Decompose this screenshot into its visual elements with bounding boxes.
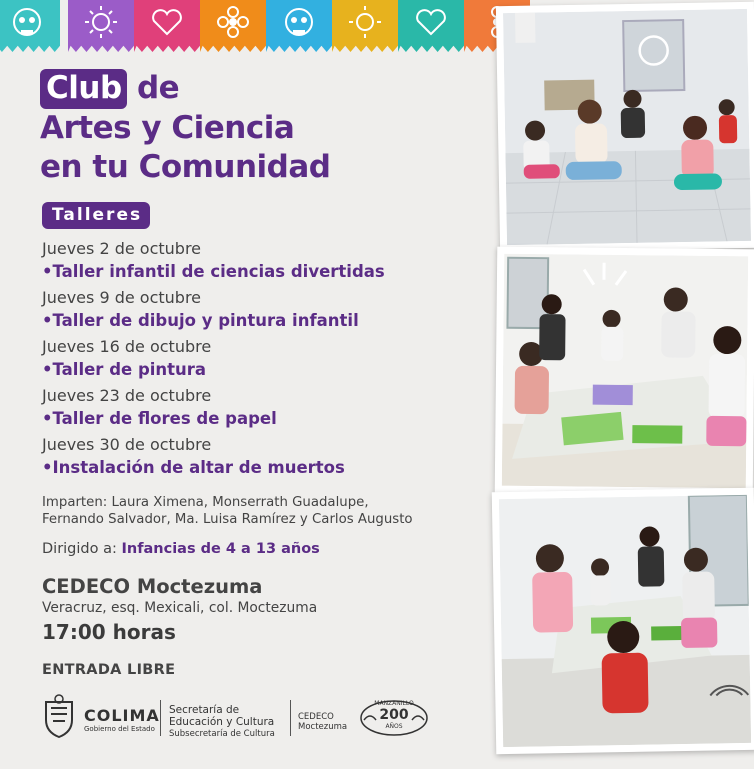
title-de: de bbox=[136, 70, 180, 106]
schedule-date: Jueves 9 de octubre bbox=[42, 288, 202, 307]
schedule-date: Jueves 16 de octubre bbox=[42, 337, 212, 356]
footer-logos bbox=[40, 690, 440, 742]
entry-note: ENTRADA LIBRE bbox=[42, 662, 176, 678]
page-title bbox=[40, 68, 330, 187]
colima-crest-icon bbox=[42, 694, 76, 738]
secretaria-line-3: Subsecretaría de Cultura bbox=[169, 729, 275, 739]
sun-icon bbox=[332, 0, 398, 52]
secretaria-line-2: Educación y Cultura bbox=[169, 716, 275, 728]
schedule-item bbox=[42, 336, 482, 382]
cedeco-logo-line-1: CEDECO bbox=[298, 712, 334, 722]
colima-logo-text: COLIMA bbox=[84, 706, 160, 725]
schedule-date: Jueves 23 de octubre bbox=[42, 386, 212, 405]
schedule-workshop: •Taller de flores de papel bbox=[42, 409, 277, 428]
flower-icon bbox=[200, 0, 266, 52]
schedule-date: Jueves 30 de octubre bbox=[42, 435, 212, 454]
instructors-line-2: Fernando Salvador, Ma. Luisa Ramírez y Carlos Augusto bbox=[42, 512, 413, 527]
schedule-workshop: •Taller de dibujo y pintura infantil bbox=[42, 311, 359, 330]
schedule-workshop: •Instalación de altar de muertos bbox=[42, 458, 345, 477]
schedule-date: Jueves 2 de octubre bbox=[42, 239, 202, 258]
manzanillo-anos: AÑOS bbox=[385, 723, 403, 730]
workshop-photo-3 bbox=[492, 488, 754, 755]
talleres-badge: Talleres bbox=[42, 202, 150, 229]
heart-icon bbox=[398, 0, 464, 52]
schedule-workshop: •Taller infantil de ciencias divertidas bbox=[42, 262, 385, 281]
schedule-item bbox=[42, 385, 482, 431]
cedeco-logo bbox=[298, 712, 347, 732]
schedule-item bbox=[42, 238, 482, 284]
footer-divider bbox=[160, 700, 161, 736]
secretaria-line-1: Secretaría de bbox=[169, 704, 240, 716]
instructors-text bbox=[42, 494, 482, 528]
colima-logo-subtext: Gobierno del Estado bbox=[84, 725, 155, 733]
workshop-photo-2 bbox=[495, 247, 754, 496]
audience-value: Infancias de 4 a 13 años bbox=[121, 541, 320, 557]
schedule-item bbox=[42, 287, 482, 333]
skull-icon bbox=[266, 0, 332, 52]
title-line-2: Artes y Ciencia bbox=[40, 110, 295, 146]
workshop-photo-1 bbox=[496, 2, 754, 252]
audience-label: Dirigido a: bbox=[42, 541, 122, 557]
manzanillo-number: 200 bbox=[379, 707, 409, 723]
footer-divider bbox=[290, 700, 291, 736]
title-line-3: en tu Comunidad bbox=[40, 149, 331, 185]
papel-picado-banner bbox=[0, 0, 520, 60]
instructors-line-1: Imparten: Laura Ximena, Monserrath Guadalupe, bbox=[42, 495, 369, 510]
venue-name: CEDECO Moctezuma bbox=[42, 575, 263, 598]
schedule-workshop: •Taller de pintura bbox=[42, 360, 207, 379]
audience-text bbox=[42, 541, 320, 557]
skull-icon bbox=[0, 0, 60, 52]
workshop-schedule bbox=[42, 238, 482, 483]
secretaria-logo bbox=[169, 704, 275, 740]
event-time: 17:00 horas bbox=[42, 620, 176, 644]
venue-address: Veracruz, esq. Mexicali, col. Moctezuma bbox=[42, 600, 318, 616]
sun-icon bbox=[68, 0, 134, 52]
cedeco-logo-line-2: Moctezuma bbox=[298, 722, 348, 732]
club-badge: Club bbox=[40, 69, 127, 109]
schedule-item bbox=[42, 434, 482, 480]
manzanillo-top-text: MANZANILLO bbox=[374, 700, 414, 707]
heart-icon bbox=[134, 0, 200, 52]
